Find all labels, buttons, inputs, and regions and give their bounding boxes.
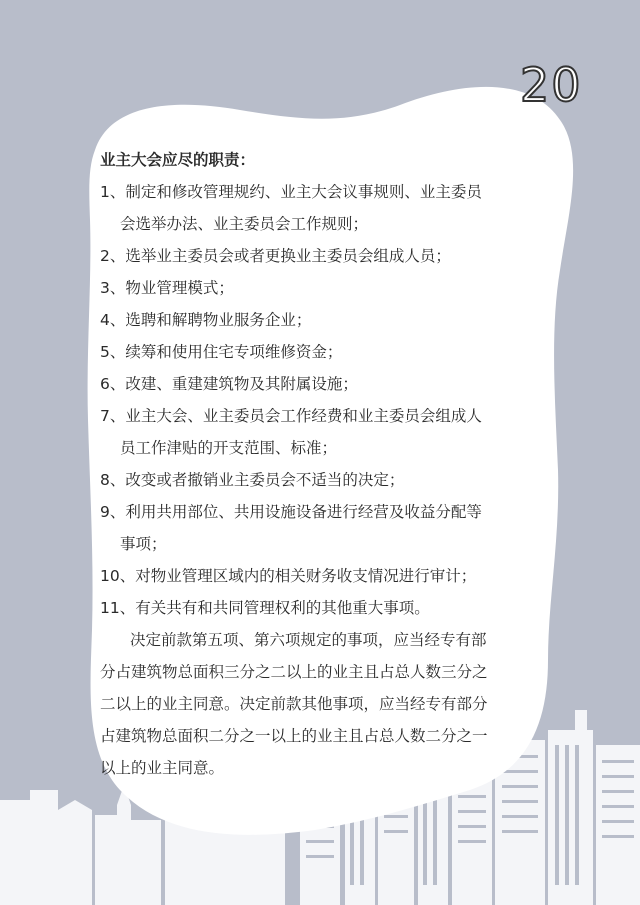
list-item — [100, 336, 545, 368]
list-item-text: 4、选聘和解聘物业服务企业； — [100, 311, 312, 329]
document-body — [100, 144, 545, 784]
list-item — [100, 176, 545, 240]
list-item-text: 员工作津贴的开支范围、标准； — [120, 439, 338, 457]
section-heading: 业主大会应尽的职责： — [100, 151, 256, 169]
list-item-text: 事项； — [120, 535, 167, 553]
list-item-text: 会选举办法、业主委员会工作规则； — [120, 215, 369, 233]
paragraph-line: 以上的业主同意。 — [100, 759, 225, 777]
list-item — [100, 592, 545, 624]
list-item-text: 9、利用共用部位、共用设施设备进行经营及收益分配等 — [100, 503, 482, 521]
list-item-text: 7、业主大会、业主委员会工作经费和业主委员会组成人 — [100, 407, 482, 425]
rules-paragraph — [100, 624, 545, 784]
list-item-text: 8、改变或者撤销业主委员会不适当的决定； — [100, 471, 405, 489]
list-item-text: 11、有关共有和共同管理权利的其他重大事项。 — [100, 599, 430, 617]
list-item — [100, 368, 545, 400]
list-item — [100, 400, 545, 464]
list-item-text: 6、改建、重建建筑物及其附属设施； — [100, 375, 358, 393]
paragraph-line: 决定前款第五项、第六项规定的事项，应当经专有部 — [130, 631, 487, 649]
duties-list — [100, 176, 545, 624]
page-number: 20 — [520, 58, 583, 112]
list-item — [100, 304, 545, 336]
paragraph-line: 占建筑物总面积二分之一以上的业主且占总人数二分之一 — [100, 727, 488, 745]
list-item — [100, 240, 545, 272]
list-item-text: 10、对物业管理区域内的相关财务收支情况进行审计； — [100, 567, 477, 585]
list-item — [100, 560, 545, 592]
list-item — [100, 496, 545, 560]
list-item — [100, 464, 545, 496]
paragraph-line: 分占建筑物总面积三分之二以上的业主且占总人数三分之 — [100, 663, 488, 681]
list-item — [100, 272, 545, 304]
paragraph-line: 二以上的业主同意。决定前款其他事项，应当经专有部分 — [100, 695, 488, 713]
list-item-text: 1、制定和修改管理规约、业主大会议事规则、业主委员 — [100, 183, 482, 201]
list-item-text: 5、续筹和使用住宅专项维修资金； — [100, 343, 343, 361]
list-item-text: 2、选举业主委员会或者更换业主委员会组成人员； — [100, 247, 451, 265]
list-item-text: 3、物业管理模式； — [100, 279, 234, 297]
